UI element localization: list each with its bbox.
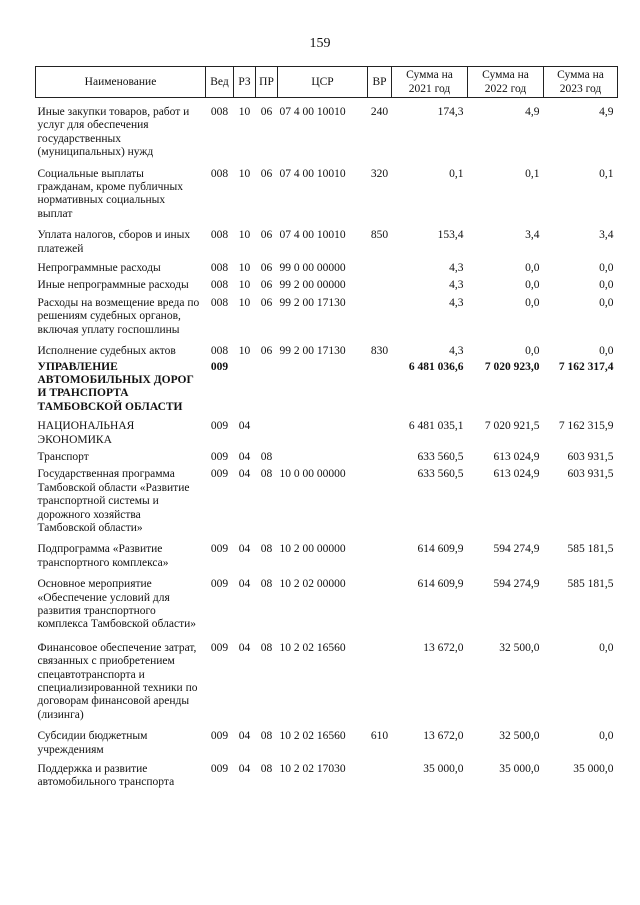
row-csr: 10 0 00 00000 [279, 468, 346, 481]
row-name: Исполнение судебных актов [37, 345, 176, 358]
row-vr [368, 449, 392, 466]
table-row [36, 449, 618, 466]
row-csr [278, 416, 368, 449]
header-name: Наименование [36, 67, 206, 98]
row-csr: 99 2 00 00000 [279, 279, 346, 292]
table-row [36, 98, 618, 162]
row-sum-2022: 7 020 923,0 [484, 360, 540, 373]
row-pr [256, 416, 278, 449]
row-name: Финансовое обеспечение затрат, связанных с приобретением спецавтотранспорта и специализированной техники по договорам финансовой аренды (лизинга) [37, 641, 198, 721]
row-sum-2022: 4,9 [525, 106, 540, 118]
row-sum-2021: 153,4 [437, 229, 464, 242]
row-csr: 99 0 00 00000 [279, 262, 346, 275]
row-sum-2022: 0,0 [525, 262, 540, 275]
budget-table [35, 66, 618, 792]
row-pr: 06 [260, 296, 273, 309]
row-csr: 99 2 00 17130 [279, 345, 346, 358]
row-rz: 10 [238, 262, 251, 275]
row-ved: 009 [210, 420, 229, 433]
table-row [36, 416, 618, 449]
row-pr: 06 [260, 229, 273, 242]
row-rz: 10 [238, 345, 251, 358]
row-csr [278, 361, 368, 417]
table-row [36, 295, 618, 339]
row-pr: 08 [260, 578, 273, 591]
row-sum-2021: 4,3 [449, 345, 464, 358]
header-ved: Вед [206, 67, 234, 98]
row-pr: 08 [260, 468, 273, 481]
row-sum-2023: 7 162 317,4 [558, 360, 614, 373]
row-sum-2023: 0,0 [599, 279, 614, 292]
row-sum-2022: 35 000,0 [499, 763, 540, 776]
row-rz: 10 [238, 167, 251, 180]
row-pr: 08 [260, 730, 273, 743]
row-ved: 009 [210, 450, 229, 463]
row-pr: 06 [260, 167, 273, 180]
table-row [36, 724, 618, 759]
table-row [36, 277, 618, 294]
header-csr: ЦСР [278, 67, 368, 98]
row-vr [368, 466, 392, 537]
row-name: Непрограммные расходы [37, 262, 161, 275]
row-name: Уплата налогов, сборов и иных платежей [37, 229, 191, 255]
table-row [36, 572, 618, 634]
row-sum-2022: 594 274,9 [493, 543, 540, 556]
row-sum-2021: 4,3 [449, 279, 464, 292]
table-body [36, 98, 618, 792]
table-row [36, 759, 618, 792]
row-sum-2022: 0,0 [525, 296, 540, 309]
table-row [36, 258, 618, 277]
row-vr: 830 [370, 345, 389, 358]
row-name: Иные непрограммные расходы [37, 279, 189, 292]
row-csr: 10 2 02 16560 [279, 641, 346, 654]
row-ved: 008 [210, 262, 229, 275]
row-sum-2021: 6 481 035,1 [408, 420, 464, 433]
row-vr: 320 [370, 167, 389, 180]
row-name: Подпрограмма «Развитие транспортного комплекса» [37, 543, 169, 569]
row-sum-2023: 0,0 [599, 345, 614, 358]
row-csr: 07 4 00 10010 [279, 167, 346, 180]
row-name: УПРАВЛЕНИЕ АВТОМОБИЛЬНЫХ ДОРОГ И ТРАНСПОРТА ТАМБОВСКОЙ ОБЛАСТИ [37, 360, 194, 413]
row-sum-2021: 4,3 [449, 296, 464, 309]
row-vr: 610 [370, 730, 389, 743]
row-vr [368, 634, 392, 724]
table-row [36, 466, 618, 537]
row-vr [368, 537, 392, 572]
row-ved: 009 [210, 641, 229, 654]
row-rz [234, 361, 256, 417]
row-sum-2022: 32 500,0 [499, 730, 540, 743]
table-row [36, 162, 618, 224]
row-rz: 04 [238, 543, 251, 556]
row-sum-2023: 3,4 [599, 229, 614, 242]
row-sum-2023: 0,0 [599, 296, 614, 309]
row-sum-2022: 613 024,9 [493, 450, 540, 463]
row-rz: 04 [238, 730, 251, 743]
row-sum-2021: 0,1 [449, 167, 464, 180]
row-ved: 009 [210, 468, 229, 481]
row-sum-2023: 0,1 [599, 167, 614, 180]
row-vr [368, 759, 392, 792]
row-pr: 06 [260, 262, 273, 275]
row-sum-2021: 174,3 [437, 106, 464, 118]
row-pr [256, 361, 278, 417]
row-sum-2021: 13 672,0 [423, 641, 464, 654]
row-sum-2023: 35 000,0 [573, 763, 614, 776]
row-name: Иные закупки товаров, работ и услуг для обеспечения государственных (муниципальных) нужд [37, 106, 190, 159]
header-pr: ПР [256, 67, 278, 98]
row-sum-2022: 32 500,0 [499, 641, 540, 654]
row-vr [368, 295, 392, 339]
row-sum-2022: 0,1 [525, 167, 540, 180]
row-pr: 08 [260, 450, 273, 463]
table-row [36, 634, 618, 724]
table-row [36, 361, 618, 417]
row-csr: 99 2 00 17130 [279, 296, 346, 309]
row-csr: 07 4 00 10010 [279, 229, 346, 242]
row-name: Социальные выплаты гражданам, кроме публичных нормативных социальных выплат [37, 167, 184, 220]
row-name: Расходы на возмещение вреда по решениям судебных органов, включая уплату госпошлины [37, 296, 200, 336]
header-sum-2021: Сумма на 2021 год [392, 67, 468, 98]
row-name: Субсидии бюджетным учреждениям [37, 730, 148, 756]
row-csr [278, 449, 368, 466]
row-sum-2023: 0,0 [599, 262, 614, 275]
row-rz: 04 [238, 578, 251, 591]
table-header-row [36, 67, 618, 98]
row-sum-2022: 3,4 [525, 229, 540, 242]
row-vr [368, 361, 392, 417]
row-sum-2023: 603 931,5 [567, 468, 614, 481]
row-sum-2022: 0,0 [525, 345, 540, 358]
row-name: Основное мероприятие «Обеспечение условий для развития транспортного комплекса Тамбовской области» [37, 578, 196, 631]
row-name: Государственная программа Тамбовской области «Развитие транспортной системы и дорожного хозяйства Тамбовской области» [37, 468, 190, 534]
row-rz: 04 [238, 420, 251, 433]
page-number: 159 [309, 36, 331, 51]
row-ved: 008 [210, 167, 229, 180]
row-rz: 10 [238, 279, 251, 292]
row-sum-2023: 4,9 [599, 106, 614, 118]
header-vr: ВР [368, 67, 392, 98]
row-pr: 06 [260, 106, 273, 118]
row-pr: 08 [260, 543, 273, 556]
table-row [36, 223, 618, 258]
row-sum-2023: 0,0 [599, 641, 614, 654]
row-sum-2023: 585 181,5 [567, 543, 614, 556]
table-row [36, 537, 618, 572]
row-sum-2023: 7 162 315,9 [558, 420, 614, 433]
row-name: Поддержка и развитие автомобильного транспорта [37, 763, 175, 789]
row-csr: 10 2 02 00000 [279, 578, 346, 591]
row-ved: 009 [210, 360, 229, 373]
row-sum-2021: 633 560,5 [417, 450, 464, 463]
row-ved: 009 [210, 730, 229, 743]
row-name: НАЦИОНАЛЬНАЯ ЭКОНОМИКА [37, 420, 135, 446]
row-csr: 10 2 02 17030 [279, 763, 346, 776]
row-sum-2022: 7 020 921,5 [484, 420, 540, 433]
header-sum-2022: Сумма на 2022 год [468, 67, 544, 98]
row-vr: 850 [370, 229, 389, 242]
row-csr: 07 4 00 10010 [279, 106, 346, 118]
row-ved: 008 [210, 106, 229, 118]
header-sum-2023: Сумма на 2023 год [544, 67, 618, 98]
header-rz: РЗ [234, 67, 256, 98]
table-row [36, 339, 618, 360]
row-pr: 06 [260, 345, 273, 358]
row-sum-2022: 0,0 [525, 279, 540, 292]
row-vr [368, 277, 392, 294]
row-rz: 04 [238, 450, 251, 463]
row-ved: 008 [210, 296, 229, 309]
row-sum-2021: 13 672,0 [423, 730, 464, 743]
row-name: Транспорт [37, 450, 89, 463]
row-sum-2021: 633 560,5 [417, 468, 464, 481]
row-rz: 10 [238, 229, 251, 242]
row-ved: 008 [210, 279, 229, 292]
row-rz: 04 [238, 763, 251, 776]
row-rz: 10 [238, 296, 251, 309]
row-rz: 04 [238, 641, 251, 654]
row-ved: 009 [210, 578, 229, 591]
row-ved: 008 [210, 229, 229, 242]
row-csr: 10 2 02 16560 [279, 730, 346, 743]
row-sum-2021: 4,3 [449, 262, 464, 275]
row-vr [368, 572, 392, 634]
row-sum-2022: 613 024,9 [493, 468, 540, 481]
row-vr [368, 416, 392, 449]
row-sum-2021: 6 481 036,6 [408, 360, 464, 373]
row-sum-2023: 585 181,5 [567, 578, 614, 591]
row-sum-2022: 594 274,9 [493, 578, 540, 591]
row-sum-2021: 35 000,0 [423, 763, 464, 776]
row-ved: 009 [210, 543, 229, 556]
row-pr: 08 [260, 763, 273, 776]
row-ved: 008 [210, 345, 229, 358]
row-sum-2021: 614 609,9 [417, 578, 464, 591]
row-sum-2021: 614 609,9 [417, 543, 464, 556]
row-csr: 10 2 00 00000 [279, 543, 346, 556]
row-vr [368, 258, 392, 277]
row-vr: 240 [370, 106, 389, 118]
row-rz: 04 [238, 468, 251, 481]
row-pr: 06 [260, 279, 273, 292]
row-sum-2023: 603 931,5 [567, 450, 614, 463]
row-pr: 08 [260, 641, 273, 654]
row-rz: 10 [238, 106, 251, 118]
row-sum-2023: 0,0 [599, 730, 614, 743]
row-ved: 009 [210, 763, 229, 776]
